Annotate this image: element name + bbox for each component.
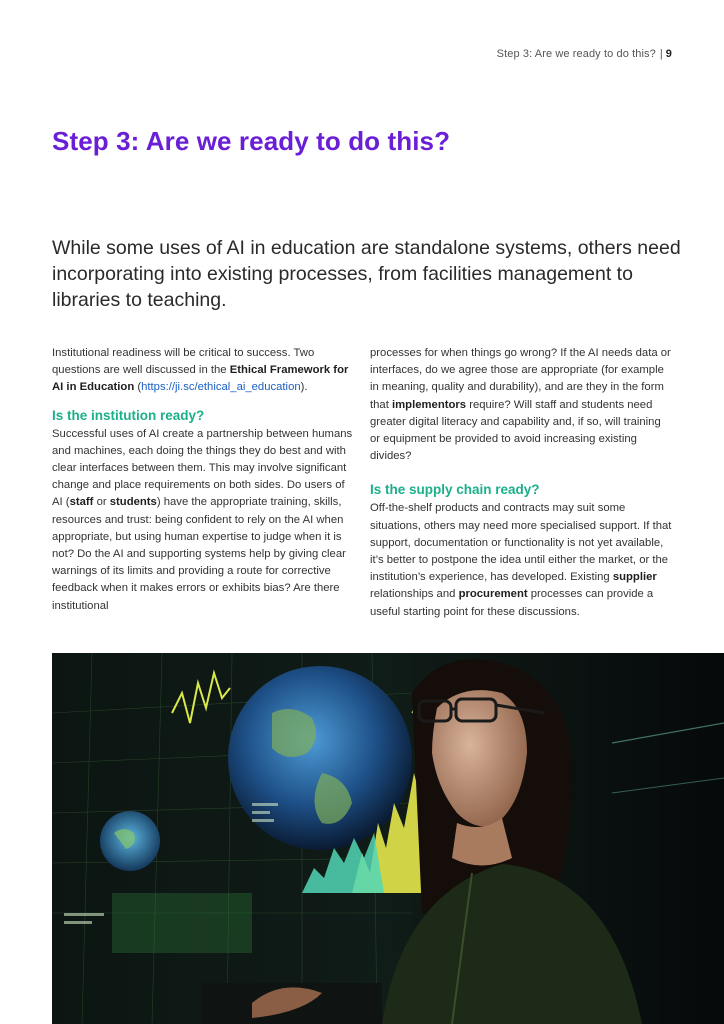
glossary-term-supplier: supplier xyxy=(612,571,657,584)
text-run: relationships and xyxy=(370,588,459,601)
supply-chain-paragraph xyxy=(370,500,672,620)
page-title: Step 3: Are we ready to do this? xyxy=(52,126,451,156)
glossary-term-students: students xyxy=(109,496,157,509)
text-run: or xyxy=(93,496,110,509)
intro-paragraph: While some uses of AI in education are standalone systems, others need incorporating into existing processes, from facilities management to libraries to teaching. xyxy=(52,237,681,311)
text-run: require? Will staff and students need greater digital literacy and capability and, if so, will training or equipment be provided to avoid increasing existing divides? xyxy=(370,398,661,463)
text-run: ) have the appropriate training, skills, resources and trust: being confident to rely on the AI when appropriate, but using human expertise to judge when it is not? Do the AI and supporting systems help by giving clear warnings of its limits and providing a route for corrective feedback when it makes errors or exhibits bias? Are there institutional xyxy=(52,496,346,612)
right-column xyxy=(370,345,672,621)
processes-paragraph xyxy=(370,345,672,465)
supply-chain-heading: Is the supply chain ready? xyxy=(370,482,540,498)
ai-data-visualization-illustration xyxy=(52,653,724,1024)
framework-reference: Ethical Framework for AI in Education xyxy=(52,364,349,394)
framework-link[interactable]: https://ji.sc/ethical_ai_education xyxy=(141,381,301,394)
glossary-term-procurement: procurement xyxy=(458,588,528,601)
institution-ready-heading: Is the institution ready? xyxy=(52,407,205,423)
text-run: processes for when things go wrong? If the AI needs data or interfaces, do we agree those are appropriate (for example in meaning, quality and durability), and are they in the form that xyxy=(370,347,671,411)
left-column xyxy=(52,345,354,615)
glossary-term-staff: staff xyxy=(69,496,94,509)
running-header xyxy=(497,48,672,60)
readiness-paragraph xyxy=(52,345,354,397)
glossary-term-implementors: implementors xyxy=(391,398,467,411)
header-separator: | xyxy=(659,48,663,60)
text-run: ( xyxy=(134,381,142,394)
text-run: ). xyxy=(300,381,308,394)
running-title: Step 3: Are we ready to do this? xyxy=(496,48,656,60)
institution-ready-paragraph xyxy=(52,426,354,615)
text-run: Successful uses of AI create a partnership between humans and machines, each doing the things they do best and with clear interfaces between them. This may involve significant change and place requirements on both sides. Do users of AI ( xyxy=(52,427,353,509)
page-number: 9 xyxy=(665,48,672,60)
text-run: processes can provide a useful starting point for these discussions. xyxy=(370,588,654,618)
text-run: Institutional readiness will be critical to success. Two questions are well discussed in the xyxy=(52,347,315,377)
hero-photo xyxy=(52,653,724,1024)
text-run: Off-the-shelf products and contracts may suit some situations, others may need more specialised support. If that support, documentation or functionality is not yet available, it’s better to postpone the idea until either the market, or the institution’s experience, has developed. Existing xyxy=(370,502,672,584)
